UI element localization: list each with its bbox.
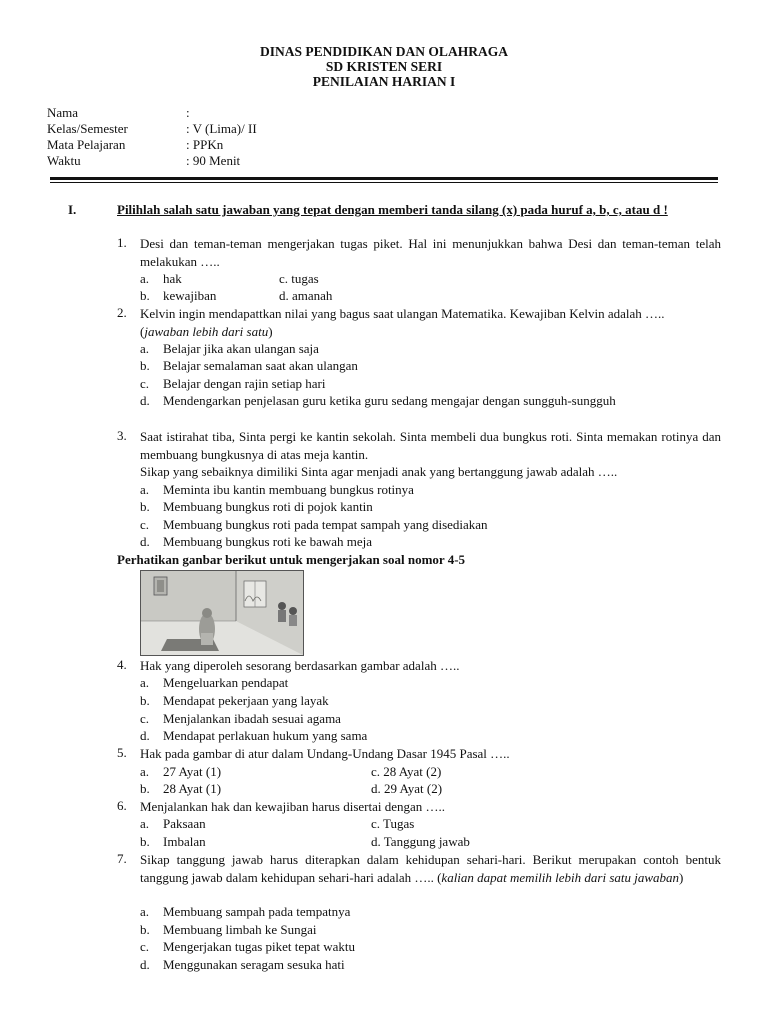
question-text-main: Kelvin ingin mendapattkan nilai yang bagus saat ulangan Matematika. Kewajiban Kelvin adalah ….. <box>140 306 665 321</box>
option-row <box>0 340 768 357</box>
option-row <box>0 287 768 304</box>
option-row <box>0 921 768 938</box>
option-letter: b. <box>140 922 150 937</box>
question-number: 7. <box>117 851 127 866</box>
header-school: SD KRISTEN SERI <box>325 59 443 74</box>
option-letter: c. <box>140 376 150 391</box>
question-number: 2. <box>117 305 127 320</box>
option-a[interactable]: Meminta ibu kantin membuang bungkus rotinya <box>163 482 414 497</box>
question-text: Hak pada gambar di atur dalam Undang-Undang Dasar 1945 Pasal ….. <box>140 746 510 761</box>
question-note-open: ( <box>140 323 145 339</box>
info-value-class: : V (Lima)/ II <box>186 121 257 136</box>
option-row <box>0 392 768 409</box>
option-row <box>0 270 768 287</box>
option-b[interactable]: Membuang bungkus roti di pojok kantin <box>163 499 373 514</box>
option-letter: c. <box>140 939 150 954</box>
option-row <box>0 815 768 832</box>
option-c[interactable]: c. tugas <box>279 271 319 286</box>
question-text-prompt: Sikap yang sebaiknya dimiliki Sinta agar menjadi anak yang bertanggung jawab adalah ….. <box>140 464 618 479</box>
option-c[interactable]: Belajar dengan rajin setiap hari <box>163 376 326 391</box>
option-a[interactable]: Membuang sampah pada tempatnya <box>163 904 351 919</box>
option-letter: a. <box>140 482 150 497</box>
option-letter: b. <box>140 781 150 796</box>
info-value-time: : 90 Menit <box>186 153 241 168</box>
question-number: 3. <box>117 428 127 443</box>
option-d[interactable]: Mendapat perlakuan hukum yang sama <box>163 728 368 743</box>
option-d[interactable]: d. Tanggung jawab <box>371 834 470 849</box>
info-label-class: Kelas/Semester <box>47 121 128 136</box>
section-instruction: Pilihlah salah satu jawaban yang tepat dengan memberi tanda silang (x) pada huruf a, b, c, atau d ! <box>117 202 668 217</box>
question-number: 6. <box>117 798 127 813</box>
option-b[interactable]: Membuang limbah ke Sungai <box>163 922 317 937</box>
option-letter: a. <box>140 341 150 356</box>
option-b[interactable]: kewajiban <box>163 288 217 303</box>
option-c[interactable]: Membuang bungkus roti pada tempat sampah yang disediakan <box>163 517 488 532</box>
option-b[interactable]: 28 Ayat (1) <box>163 781 222 796</box>
option-a[interactable]: hak <box>163 271 182 286</box>
header-exam-title: PENILAIAN HARIAN I <box>312 74 456 89</box>
option-letter: b. <box>140 288 150 303</box>
option-letter: b. <box>140 499 150 514</box>
option-d[interactable]: Menggunakan seragam sesuka hati <box>163 957 345 972</box>
question-note: jawaban lebih dari satu <box>144 323 269 339</box>
prayer-scene-icon <box>141 571 303 655</box>
option-b[interactable]: Imbalan <box>163 834 206 849</box>
option-letter: c. <box>140 711 150 726</box>
option-row <box>0 692 768 709</box>
option-row <box>0 357 768 374</box>
option-letter: c. <box>140 517 150 532</box>
option-letter: a. <box>140 271 150 286</box>
option-row <box>0 833 768 850</box>
option-c[interactable]: Mengerjakan tugas piket tepat waktu <box>163 939 356 954</box>
option-letter: d. <box>140 393 150 408</box>
option-letter: b. <box>140 358 150 373</box>
option-letter: d. <box>140 534 150 549</box>
info-label-time: Waktu <box>47 153 81 168</box>
info-value-subject: : PPKn <box>186 137 224 152</box>
option-row <box>0 780 768 797</box>
question-text <box>140 428 721 481</box>
option-letter: a. <box>140 764 150 779</box>
question-text: Hak yang diperoleh sesorang berdasarkan gambar adalah ….. <box>140 658 460 673</box>
option-letter: a. <box>140 816 150 831</box>
option-d[interactable]: d. 29 Ayat (2) <box>371 781 443 796</box>
option-row <box>0 481 768 498</box>
option-letter: d. <box>140 957 150 972</box>
option-c[interactable]: Menjalankan ibadah sesuai agama <box>163 711 341 726</box>
option-row <box>0 727 768 744</box>
question-note-close: ) <box>679 869 684 885</box>
question-note-close: ) <box>268 323 273 339</box>
option-a[interactable]: 27 Ayat (1) <box>163 764 222 779</box>
option-d[interactable]: Mendengarkan penjelasan guru ketika guru sedang mengajar dengan sungguh-sungguh <box>163 393 616 408</box>
option-row <box>0 763 768 780</box>
option-row <box>0 903 768 920</box>
option-c[interactable]: c. Tugas <box>371 816 415 831</box>
option-b[interactable]: Belajar semalaman saat akan ulangan <box>163 358 358 373</box>
option-a[interactable]: Belajar jika akan ulangan saja <box>163 341 319 356</box>
prayer-illustration <box>140 570 304 656</box>
question-text <box>140 851 721 886</box>
option-b[interactable]: Mendapat pekerjaan yang layak <box>163 693 329 708</box>
option-a[interactable]: Mengeluarkan pendapat <box>163 675 289 690</box>
option-row <box>0 516 768 533</box>
option-row <box>0 375 768 392</box>
question-number: 5. <box>117 745 127 760</box>
option-row <box>0 710 768 727</box>
option-c[interactable]: c. 28 Ayat (2) <box>371 764 442 779</box>
option-row <box>0 674 768 691</box>
option-row <box>0 533 768 550</box>
question-text: Desi dan teman-teman mengerjakan tugas piket. Hal ini menunjukkan bahwa Desi dan teman-teman telah melakukan ….. <box>140 236 721 269</box>
option-letter: b. <box>140 693 150 708</box>
option-row <box>0 956 768 973</box>
question-text: Menjalankan hak dan kewajiban harus disertai dengan ….. <box>140 799 446 814</box>
question-text-main: Saat istirahat tiba, Sinta pergi ke kantin sekolah. Sinta membeli dua bungkus roti. Sinta memakan rotinya dan membuang bungkusnya di atas meja kantin. <box>140 429 721 462</box>
option-row <box>0 938 768 955</box>
info-label-subject: Mata Pelajaran <box>47 137 126 152</box>
question-number: 4. <box>117 657 127 672</box>
option-letter: a. <box>140 904 150 919</box>
picture-instruction: Perhatikan ganbar berikut untuk mengerjakan soal nomor 4-5 <box>117 552 466 567</box>
option-row <box>0 498 768 515</box>
option-letter: d. <box>140 728 150 743</box>
question-text <box>140 305 721 340</box>
option-d[interactable]: Membuang bungkus roti ke bawah meja <box>163 534 373 549</box>
option-letter: a. <box>140 675 150 690</box>
option-d[interactable]: d. amanah <box>279 288 333 303</box>
header-divider-thick <box>50 177 718 180</box>
header-agency: DINAS PENDIDIKAN DAN OLAHRAGA <box>260 44 508 59</box>
question-note: kalian dapat memilih lebih dari satu jawaban <box>441 869 680 885</box>
question-number: 1. <box>117 235 127 250</box>
option-a[interactable]: Paksaan <box>163 816 206 831</box>
question-text-main: Sikap tanggung jawab harus diterapkan dalam kehidupan sehari-hari. Berikut merupakan contoh bentuk tanggung jawab dalam kehidupan sehari-hari adalah ….. ( <box>140 852 721 885</box>
section-number: I. <box>68 202 77 217</box>
header-divider-thin <box>50 182 718 183</box>
info-label-name: Nama <box>47 105 79 120</box>
option-letter: b. <box>140 834 150 849</box>
info-value-name: : <box>186 105 190 120</box>
